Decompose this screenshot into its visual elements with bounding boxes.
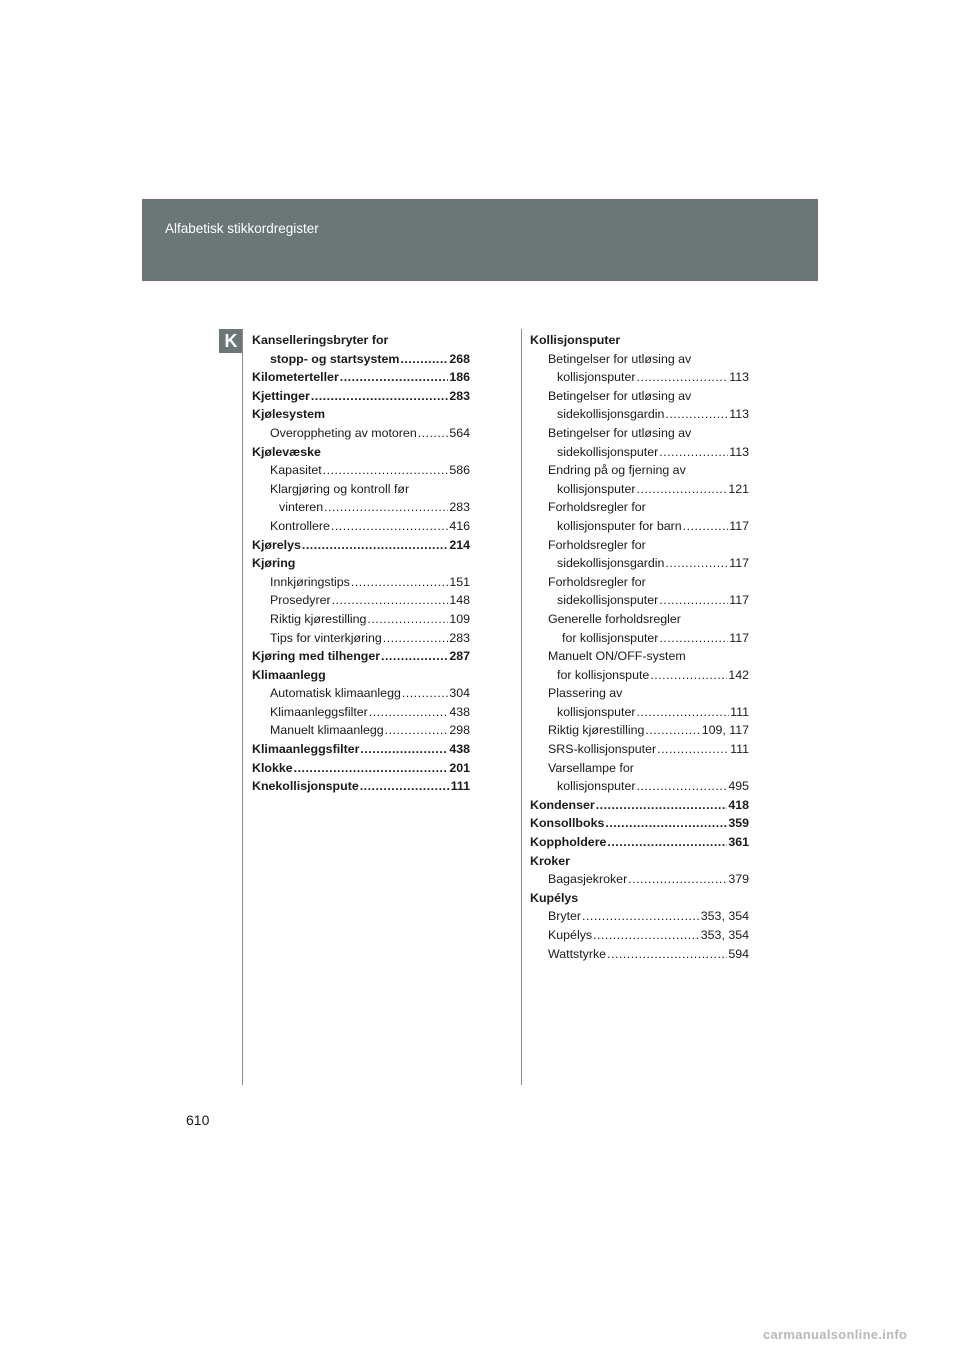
index-heading	[252, 647, 470, 666]
entry-text: Innkjøringstips	[270, 574, 350, 589]
index-heading	[252, 740, 470, 759]
entry-page: 438	[449, 704, 470, 719]
index-entry	[530, 424, 749, 443]
index-entry	[252, 721, 470, 740]
entry-page: 361	[728, 835, 749, 850]
entry-page: 416	[449, 518, 470, 533]
entry-page: 117	[729, 630, 749, 645]
index-entry	[530, 610, 749, 629]
entry-page: 287	[449, 649, 470, 664]
index-entry	[530, 498, 749, 517]
index-entry	[530, 350, 749, 369]
entry-text: Kjølesystem	[252, 407, 326, 422]
index-entry	[252, 517, 470, 536]
entry-text: sidekollisjonsputer	[557, 444, 659, 459]
dot-leader	[367, 610, 448, 629]
dot-leader	[637, 368, 729, 387]
entry-text: Bagasjekroker	[548, 872, 628, 887]
index-heading	[530, 796, 749, 815]
entry-text: Betingelser for utløsing av	[548, 351, 692, 366]
index-entry	[252, 610, 470, 629]
dot-leader	[381, 647, 448, 666]
entry-page: 186	[449, 370, 470, 385]
index-heading	[530, 331, 749, 350]
dot-leader	[659, 629, 728, 648]
entry-text: Riktig kjørestilling	[270, 611, 367, 626]
index-heading	[252, 666, 470, 685]
entry-text: Betingelser for utløsing av	[548, 425, 692, 440]
dot-leader	[402, 684, 448, 703]
entry-page: 564	[449, 425, 470, 440]
index-heading	[252, 368, 470, 387]
entry-page: 353, 354	[700, 928, 749, 942]
entry-page: 298	[449, 723, 470, 738]
entry-page: 283	[449, 388, 470, 403]
index-heading	[252, 759, 470, 778]
entry-text: Kondenser	[530, 797, 595, 812]
dot-leader	[659, 591, 728, 610]
dot-leader	[302, 536, 448, 555]
entry-text: Varsellampe for	[548, 760, 634, 775]
entry-text: Wattstyrke	[548, 946, 607, 961]
dot-leader	[582, 907, 700, 926]
entry-text: Klargjøring og kontroll før	[270, 481, 410, 496]
entry-text: for kollisjonspute	[557, 667, 650, 682]
dot-leader	[360, 740, 448, 759]
header-title: Alfabetisk stikkordregister	[165, 221, 319, 236]
index-heading	[252, 443, 470, 462]
dot-leader	[665, 405, 728, 424]
entry-text: kollisjonsputer	[557, 704, 636, 719]
entry-text: kollisjonsputer	[557, 779, 636, 794]
entry-page: 594	[728, 946, 749, 961]
dot-leader	[385, 721, 449, 740]
entry-text: Klokke	[252, 760, 293, 775]
index-entry	[530, 945, 749, 964]
entry-text: Manuelt klimaanlegg	[270, 723, 384, 738]
index-entry	[530, 629, 749, 648]
index-entry	[530, 684, 749, 703]
entry-page: 148	[449, 593, 470, 608]
entry-text: Overoppheting av motoren	[270, 425, 417, 440]
index-heading	[530, 889, 749, 908]
entry-text: Forholdsregler for	[548, 574, 646, 589]
dot-leader	[311, 387, 448, 406]
page-number: 610	[186, 1112, 210, 1128]
index-entry	[530, 870, 749, 889]
entry-page: 109	[449, 611, 470, 626]
entry-text: Manuelt ON/OFF-system	[548, 649, 686, 664]
section-letter-tab: K	[219, 329, 243, 353]
entry-text: Klimaanleggsfilter	[252, 742, 360, 757]
entry-page: 201	[449, 760, 470, 775]
index-heading	[252, 350, 470, 369]
entry-text: Bryter	[548, 909, 582, 924]
entry-page: 151	[449, 574, 470, 589]
entry-text: Klimaanlegg	[252, 667, 326, 682]
index-heading	[252, 387, 470, 406]
index-heading	[252, 331, 470, 350]
dot-leader	[369, 703, 449, 722]
column-divider-right	[521, 329, 522, 1085]
index-entry	[530, 740, 749, 759]
entry-text: Forholdsregler for	[548, 537, 646, 552]
index-entry	[530, 405, 749, 424]
entry-page: 283	[449, 500, 470, 515]
entry-text: Koppholdere	[530, 835, 607, 850]
dot-leader	[637, 480, 728, 499]
entry-text: Konsollboks	[530, 816, 605, 831]
column-divider-left	[242, 329, 243, 1085]
dot-leader	[659, 443, 728, 462]
entry-text: Automatisk klimaanlegg	[270, 686, 401, 701]
index-entry	[530, 554, 749, 573]
dot-leader	[607, 945, 727, 964]
entry-page: 379	[728, 872, 749, 887]
index-entry	[530, 536, 749, 555]
entry-text: Generelle forholdsregler	[548, 611, 681, 626]
index-entry	[530, 926, 749, 945]
entry-text: Kjøring	[252, 556, 296, 571]
entry-text: Knekollisjonspute	[252, 779, 359, 794]
entry-page: 142	[728, 667, 749, 682]
index-entry	[530, 387, 749, 406]
index-entry	[252, 703, 470, 722]
entry-page: 438	[449, 742, 470, 757]
dot-leader	[400, 350, 448, 369]
entry-text: Kjørelys	[252, 537, 301, 552]
dot-leader	[340, 368, 449, 387]
index-entry	[252, 629, 470, 648]
dot-leader	[657, 740, 729, 759]
dot-leader	[628, 870, 727, 889]
dot-leader	[351, 573, 448, 592]
entry-text: Kjølevæske	[252, 444, 321, 459]
entry-text: kollisjonsputer	[557, 481, 636, 496]
watermark: carmanualsonline.info	[763, 1327, 908, 1342]
entry-text: sidekollisjonsgardin	[557, 556, 665, 571]
entry-page: 586	[449, 463, 470, 478]
index-heading	[252, 554, 470, 573]
dot-leader	[294, 759, 449, 778]
index-entry	[530, 591, 749, 610]
entry-page: 111	[450, 779, 470, 794]
entry-text: kollisjonsputer	[557, 370, 636, 385]
index-entry	[252, 498, 470, 517]
dot-leader	[323, 461, 449, 480]
entry-text: sidekollisjonsputer	[557, 593, 659, 608]
entry-page: 117	[729, 556, 749, 571]
index-heading	[252, 536, 470, 555]
entry-text: Kanselleringsbryter for	[252, 333, 389, 347]
dot-leader	[637, 777, 728, 796]
entry-page: 304	[449, 686, 470, 701]
dot-leader	[645, 721, 700, 740]
entry-page: 283	[449, 630, 470, 645]
entry-text: Endring på og fjerning av	[548, 463, 686, 478]
entry-text: Kilometerteller	[252, 370, 339, 385]
dot-leader	[607, 833, 727, 852]
entry-text: Tips for vinterkjøring	[270, 630, 382, 645]
index-entry	[530, 573, 749, 592]
entry-text: Forholdsregler for	[548, 500, 646, 515]
entry-text: for kollisjonsputer	[562, 630, 659, 645]
index-column-1	[252, 331, 470, 796]
dot-leader	[593, 926, 700, 945]
entry-text: vinteren	[279, 500, 324, 515]
dot-leader	[360, 777, 450, 796]
entry-page: 111	[730, 704, 749, 719]
page-header	[142, 199, 818, 281]
dot-leader	[665, 554, 728, 573]
entry-page: 495	[728, 779, 749, 794]
entry-text: Plassering av	[548, 686, 623, 701]
index-column-2	[530, 331, 749, 963]
dot-leader	[596, 796, 728, 815]
index-entry	[530, 368, 749, 387]
entry-page: 268	[449, 351, 470, 366]
entry-page: 117	[729, 518, 749, 533]
entry-text: stopp- og startsystem	[270, 351, 400, 366]
entry-page: 113	[729, 370, 749, 385]
entry-text: Klimaanleggsfilter	[270, 704, 368, 719]
dot-leader	[650, 666, 727, 685]
entry-page: 418	[728, 797, 749, 812]
entry-page: 113	[729, 407, 749, 422]
index-entry	[252, 591, 470, 610]
dot-leader	[637, 703, 730, 722]
entry-page: 353, 354	[700, 909, 749, 924]
index-entry	[530, 461, 749, 480]
entry-page: 117	[729, 593, 749, 608]
index-entry	[530, 907, 749, 926]
entry-page: 214	[449, 537, 470, 552]
entry-text: Betingelser for utløsing av	[548, 388, 692, 403]
entry-text: Kupélys	[548, 928, 593, 942]
dot-leader	[324, 498, 448, 517]
index-heading	[530, 852, 749, 871]
index-entry	[530, 759, 749, 778]
entry-page: 113	[729, 444, 749, 459]
index-entry	[252, 480, 470, 499]
index-entry	[530, 647, 749, 666]
dot-leader	[383, 629, 449, 648]
entry-text: Kjettinger	[252, 388, 310, 403]
entry-text: Kjøring med tilhenger	[252, 649, 381, 664]
entry-text: Kontrollere	[270, 518, 330, 533]
index-entry	[530, 666, 749, 685]
index-entry	[530, 480, 749, 499]
index-entry	[252, 461, 470, 480]
index-heading	[530, 814, 749, 833]
entry-text: Kupélys	[530, 890, 579, 905]
entry-text: sidekollisjonsgardin	[557, 407, 665, 422]
entry-text: SRS-kollisjonsputer	[548, 742, 657, 757]
index-entry	[530, 777, 749, 796]
index-entry	[252, 684, 470, 703]
index-heading	[252, 405, 470, 424]
entry-page: 359	[728, 816, 749, 831]
index-entry	[252, 573, 470, 592]
entry-text: Riktig kjørestilling	[548, 723, 645, 738]
entry-page: 121	[728, 481, 749, 496]
index-entry	[530, 703, 749, 722]
entry-text: Kroker	[530, 853, 570, 868]
index-entry	[252, 424, 470, 443]
entry-text: Kapasitet	[270, 463, 322, 478]
entry-text: kollisjonsputer for barn	[557, 518, 682, 533]
dot-leader	[683, 517, 729, 536]
index-heading	[530, 833, 749, 852]
entry-page: 109, 117	[701, 723, 749, 738]
dot-leader	[418, 424, 449, 443]
dot-leader	[605, 814, 727, 833]
index-entry	[530, 517, 749, 536]
entry-page: 111	[730, 742, 749, 757]
index-entry	[530, 721, 749, 740]
dot-leader	[332, 591, 449, 610]
dot-leader	[331, 517, 448, 536]
index-entry	[530, 443, 749, 462]
index-heading	[252, 777, 470, 796]
entry-text: Kollisjonsputer	[530, 333, 621, 347]
entry-text: Prosedyrer	[270, 593, 331, 608]
